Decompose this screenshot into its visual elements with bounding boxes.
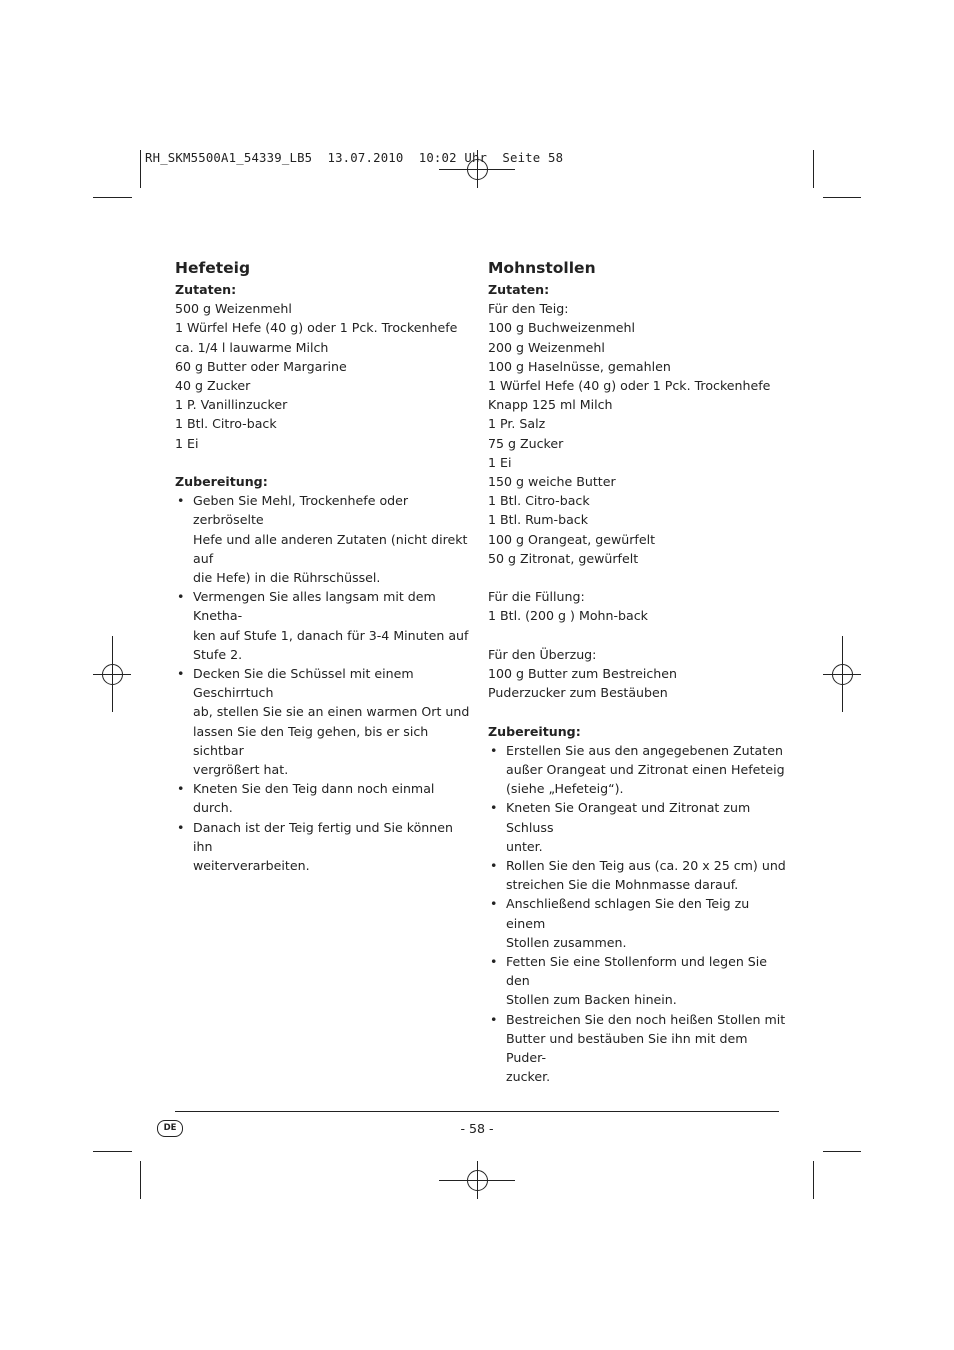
- step-line: • Danach ist der Teig fertig und Sie können ihn: [193, 819, 453, 854]
- ingredient-item: 200 g Weizenmehl: [488, 339, 605, 355]
- ingredient-item: ca. 1/4 l lauwarme Milch: [175, 339, 329, 355]
- step-line: Stufe 2.: [193, 646, 243, 662]
- preparation-steps: [488, 741, 788, 1087]
- step-line: Stollen zusammen.: [506, 934, 627, 950]
- step-line: • Bestreichen Sie den noch heißen Stollen mit: [506, 1011, 786, 1027]
- step-line: ab, stellen Sie sie an einen warmen Ort und: [193, 704, 470, 720]
- step-item: [175, 779, 475, 817]
- recipe-title: Mohnstollen: [488, 259, 596, 277]
- step-line: die Hefe) in die Rührschüssel.: [193, 570, 381, 586]
- step-line: • Fetten Sie eine Stollenform und legen Sie den: [506, 954, 768, 989]
- preparation-steps: [175, 491, 475, 875]
- step-item: [488, 1010, 788, 1087]
- recipe-title: Hefeteig: [175, 259, 251, 277]
- step-item: [488, 798, 788, 856]
- ingredient-item: 75 g Zucker: [488, 435, 564, 451]
- ingredient-item: 100 g Orangeat, gewürfelt: [488, 531, 656, 547]
- ingredient-item: 100 g Haselnüsse, gemahlen: [488, 358, 671, 374]
- ingredients-heading: Zutaten:: [175, 282, 237, 297]
- ingredient-item: 1 Ei: [488, 454, 512, 470]
- ingredient-item: 1 Btl. Rum-back: [488, 512, 589, 528]
- ingredient-item: 500 g Weizenmehl: [175, 301, 292, 317]
- step-line: • Kneten Sie Orangeat und Zitronat zum Schluss: [506, 800, 751, 835]
- ingredient-item: 1 Btl. Citro-back: [488, 493, 590, 509]
- ingredient-item: 40 g Zucker: [175, 378, 251, 394]
- ingredient-item: 1 Pr. Salz: [488, 416, 546, 432]
- dough-ingredients-list: [488, 318, 788, 568]
- page-number: - 58 -: [460, 1121, 494, 1136]
- dough-label: Für den Teig:: [488, 301, 569, 317]
- ingredient-item: 1 P. Vanillinzucker: [175, 397, 288, 413]
- language-badge: DE: [157, 1120, 183, 1137]
- step-line: lassen Sie den Teig gehen, bis er sich sichtbar: [193, 723, 429, 758]
- step-item: [175, 818, 475, 876]
- ingredient-item: 100 g Butter zum Bestreichen: [488, 666, 677, 682]
- print-slug-header: RH_SKM5500A1_54339_LB5 13.07.2010 10:02 Uhr Seite 58: [145, 151, 564, 165]
- step-line: • Anschließend schlagen Sie den Teig zu einem: [506, 896, 750, 931]
- step-line: Stollen zum Backen hinein.: [506, 992, 677, 1008]
- step-line: • Erstellen Sie aus den angegebenen Zutaten: [506, 742, 783, 758]
- step-item: [488, 741, 788, 799]
- step-item: [175, 664, 475, 779]
- step-line: • Rollen Sie den Teig aus (ca. 20 x 25 cm) und: [506, 858, 786, 874]
- ingredient-item: 1 Ei: [175, 435, 199, 451]
- preparation-heading: Zubereitung:: [488, 723, 581, 739]
- step-line: Butter und bestäuben Sie ihn mit dem Puder-: [506, 1030, 748, 1066]
- ingredient-item: 60 g Butter oder Margarine: [175, 358, 347, 374]
- ingredient-item: 150 g weiche Butter: [488, 474, 616, 490]
- ingredient-item: 1 Btl. (200 g ) Mohn-back: [488, 608, 648, 624]
- ingredients-list: [175, 299, 475, 453]
- step-item: [175, 587, 475, 664]
- ingredient-item: 1 Würfel Hefe (40 g) oder 1 Pck. Trockenhefe: [175, 320, 458, 336]
- recipe-hefeteig: [175, 259, 475, 875]
- step-item: [488, 952, 788, 1010]
- ingredient-item: 1 Btl. Citro-back: [175, 416, 277, 432]
- ingredient-item: 1 Würfel Hefe (40 g) oder 1 Pck. Trockenhefe: [488, 378, 771, 394]
- step-line: Hefe und alle anderen Zutaten (nicht direkt auf: [193, 531, 468, 566]
- step-line: streichen Sie die Mohnmasse darauf.: [506, 877, 739, 893]
- ingredient-item: Puderzucker zum Bestäuben: [488, 685, 668, 701]
- preparation-heading: Zubereitung:: [175, 474, 268, 490]
- ingredient-item: 100 g Buchweizenmehl: [488, 320, 635, 336]
- ingredients-heading: Zutaten:: [488, 282, 550, 297]
- footer-divider: [175, 1111, 779, 1112]
- step-item: [488, 856, 788, 894]
- filling-label: Für die Füllung:: [488, 589, 585, 605]
- step-item: [488, 894, 788, 952]
- step-line: unter.: [506, 838, 543, 854]
- step-line: • Vermengen Sie alles langsam mit dem Knetha-: [193, 589, 436, 624]
- step-line: zucker.: [506, 1069, 551, 1085]
- step-line: vergrößert hat.: [193, 762, 289, 778]
- ingredient-item: 50 g Zitronat, gewürfelt: [488, 550, 639, 566]
- step-line: (siehe „Hefeteig“).: [506, 781, 624, 797]
- topping-label: Für den Überzug:: [488, 646, 597, 662]
- step-line: • Kneten Sie den Teig dann noch einmal durch.: [193, 781, 435, 816]
- recipe-mohnstollen: [488, 259, 788, 1086]
- step-line: ken auf Stufe 1, danach für 3-4 Minuten auf: [193, 627, 469, 643]
- step-line: außer Orangeat und Zitronat einen Hefeteig: [506, 762, 785, 778]
- step-item: [175, 491, 475, 587]
- step-line: weiterverarbeiten.: [193, 858, 310, 874]
- step-line: • Decken Sie die Schüssel mit einem Geschirrtuch: [193, 666, 414, 701]
- step-line: • Geben Sie Mehl, Trockenhefe oder zerbröselte: [193, 493, 409, 528]
- ingredient-item: Knapp 125 ml Milch: [488, 397, 613, 413]
